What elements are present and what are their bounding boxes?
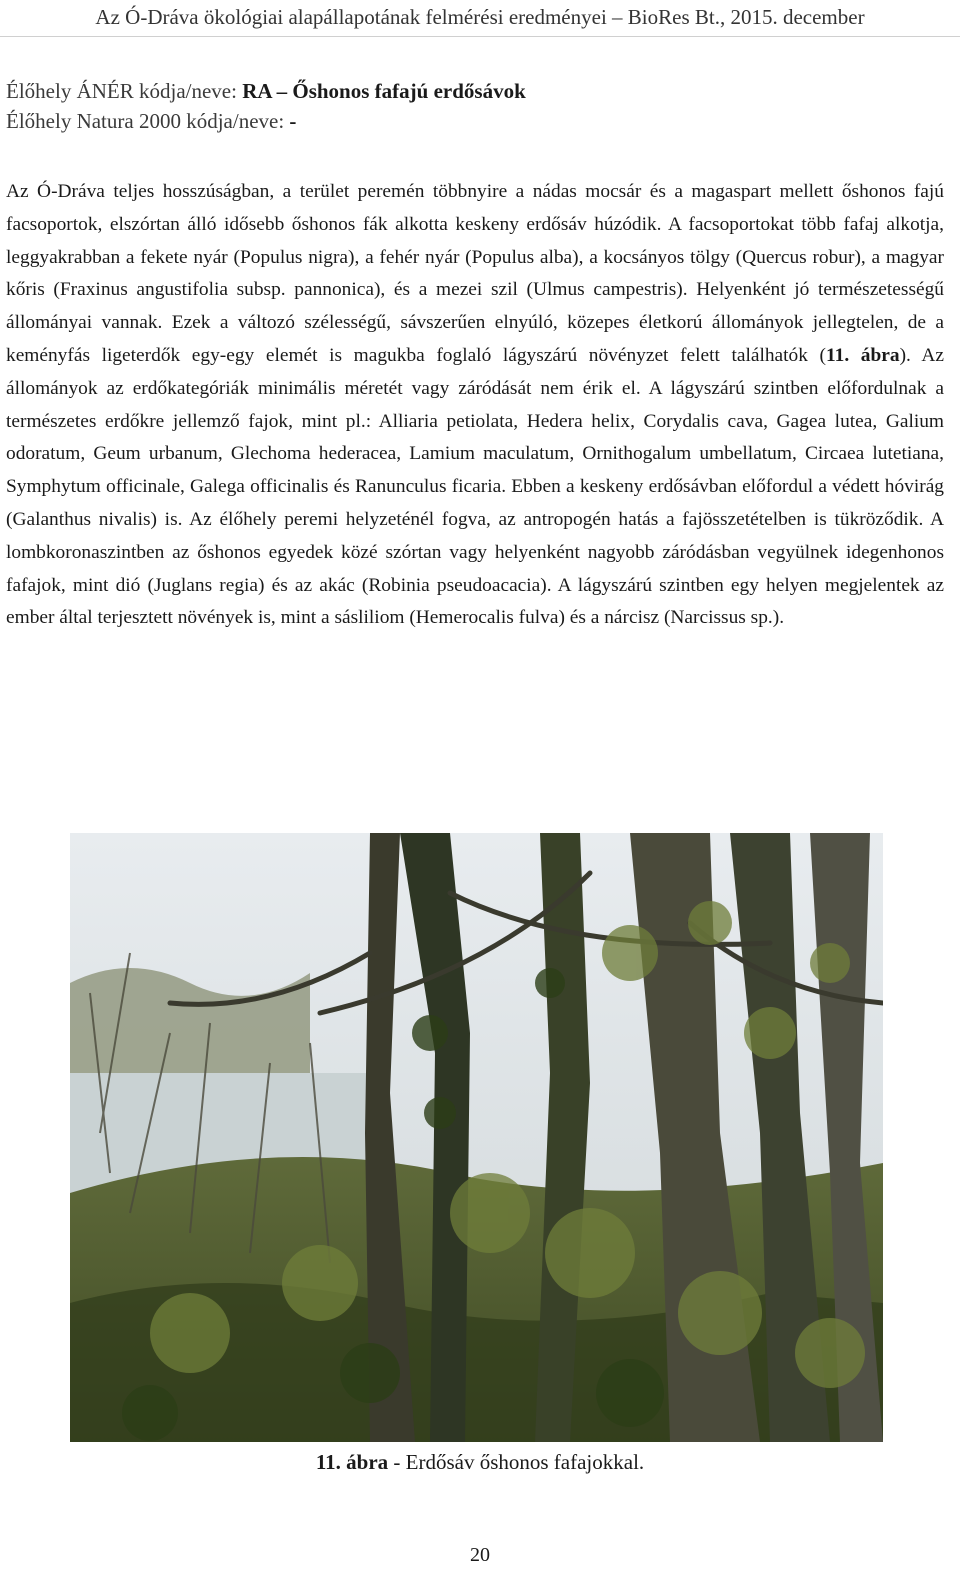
natura-value: -	[289, 109, 297, 133]
natura-label: Élőhely Natura 2000 kódja/neve:	[6, 109, 290, 133]
page-header: Az Ó-Dráva ökológiai alapállapotának felmérési eredményei – BioRes Bt., 2015. december	[0, 0, 960, 37]
body-text-2: ). Az állományok az erdőkategóriák minimális méretét vagy záródását nem érik el. A lágyszárú szintben előfordulnak a természetes erdőkre jellemző fajok, mint pl.: Alliaria petiolata, Hedera helix, Corydalis cava, Gagea lutea, Galium odoratum, Geum urbanum, Glechoma hederacea, Lamium maculatum, Ornithogalum umbellatum, Circaea lutetiana, Symphytum officinale, Galega officinalis és Ranunculus ficaria. Ebben a keskeny erdősávban előfordul a védett hóvirág (Galanthus nivalis) is. Az élőhely peremi helyzeténél fogva, az antropogén hatás a fajösszetételben is tükröződik. A lombkoronaszintben az őshonos egyedek közé szórtan vagy helyenként nagyobb záródásban vegyülnek idegenhonos fafajok, mint dió (Juglans regia) és az akác (Robinia pseudoacacia). A lágyszárú szintben egy helyen megjelentek az ember által terjesztett növények is, mint a sásliliom (Hemerocalis fulva) és a nárcisz (Narcissus sp.).	[6, 344, 945, 629]
caption-number: 11. ábra	[315, 1450, 389, 1474]
aner-line	[6, 76, 946, 106]
natura-line	[6, 106, 946, 136]
figure-caption	[0, 1448, 960, 1476]
body-paragraph	[6, 176, 944, 635]
aner-value: RA – Őshonos fafajú erdősávok	[242, 79, 526, 103]
page-number: 20	[470, 1544, 490, 1566]
body-text-1: Az Ó-Dráva teljes hosszúságban, a terület peremén többnyire a nádas mocsár és a magaspart mellett őshonos fajú facsoportok, elszórtan álló idősebb őshonos fák alkotta keskeny erdősáv húzódik. A facsoportokat több fafaj alkotja, leggyakrabban a fekete nyár (Populus nigra), a fehér nyár (Populus alba), a kocsányos tölgy (Quercus robur), a magyar kőris (Fraxinus angustifolia subsp. pannonica), és a mezei szil (Ulmus campestris). Helyenként jó természetességű állományai vannak. Ezek a változó szélességű, sávszerűen elnyúló, közepes életkorú állományok jellegtelen, de a keményfás ligeterdők egy-egy elemét is magukba foglaló lágyszárú növényzet felett találhatók (	[6, 181, 944, 366]
habitat-info	[6, 76, 946, 136]
caption-text: - Erdősáv őshonos fafajokkal.	[388, 1450, 645, 1474]
figure-reference: 11. ábra	[826, 344, 900, 366]
aner-label: Élőhely ÁNÉR kódja/neve:	[6, 79, 243, 103]
forest-strip-photo	[70, 833, 883, 1442]
